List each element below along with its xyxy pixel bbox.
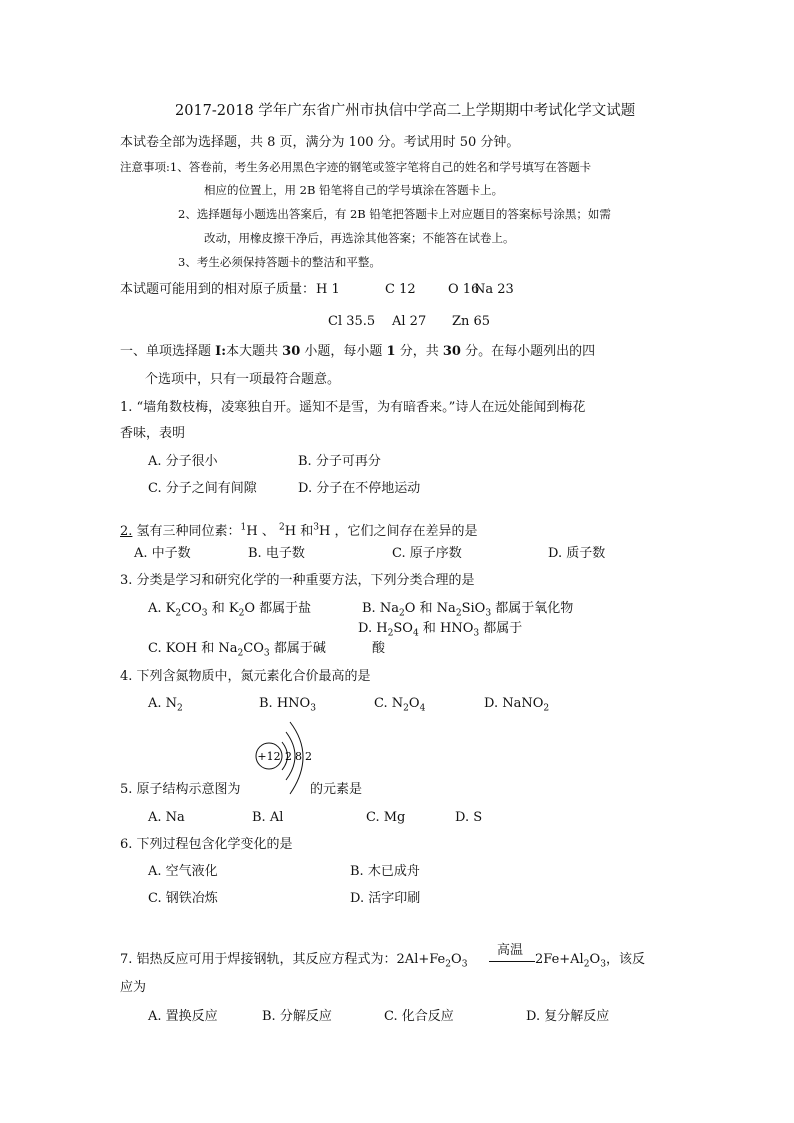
q2-stem-post: ，它们之间存在差异的是 bbox=[330, 524, 478, 539]
q2-isotope-2-mass: 2 bbox=[278, 522, 285, 533]
q3-c-text-1: C. KOH 和 Na bbox=[148, 641, 238, 656]
q5-option-a: A. Na bbox=[148, 810, 185, 825]
q3-d-text-3: 和 HNO bbox=[418, 621, 474, 636]
q1-option-d: D. 分子在不停地运动 bbox=[298, 481, 421, 496]
note-3: 3、考生必须保持答题卡的整洁和平整。 bbox=[178, 255, 381, 269]
q7-stem-line-2: 应为 bbox=[120, 980, 147, 995]
notes-line-1 bbox=[120, 162, 591, 174]
section-1-text-2: 小题，每小题 bbox=[300, 344, 387, 359]
q7-option-c: C. 化合反应 bbox=[384, 1009, 454, 1024]
q2-number: 2. bbox=[120, 524, 133, 539]
q3-option-d-line-2: 酸 bbox=[372, 641, 386, 656]
atomic-mass-al: Al 27 bbox=[392, 314, 427, 329]
atomic-mass-c: C 12 bbox=[385, 282, 416, 297]
q3-stem: 3. 分类是学习和研究化学的一种重要方法，下列分类合理的是 bbox=[120, 573, 475, 588]
q4-b-sub: 3 bbox=[310, 703, 316, 714]
q7-option-b: B. 分解反应 bbox=[262, 1009, 332, 1024]
section-1-text-3: 分，共 bbox=[395, 344, 443, 359]
q7-text-4: O bbox=[589, 952, 601, 967]
q1-stem-a: 1. “墙角数枝梅，凌寒独自开。遥知不是雪，为有暗香来。”诗人在远处能闻到梅花 bbox=[120, 400, 586, 415]
atomic-mass-o: O 16 bbox=[448, 282, 480, 297]
section-1-text-1: 本大题共 bbox=[226, 344, 283, 359]
q2-option-a: A. 中子数 bbox=[134, 546, 191, 561]
q3-a-sub-3: 2 bbox=[238, 608, 245, 619]
q4-a-sub: 2 bbox=[177, 703, 183, 714]
q3-c-sub-1: 2 bbox=[237, 648, 244, 659]
atomic-mass-na: Na 23 bbox=[474, 282, 514, 297]
q5-option-b: B. Al bbox=[252, 810, 284, 825]
atomic-mass-label: 本试题可能用到的相对原子质量： bbox=[120, 282, 316, 297]
q7-stem-pre bbox=[120, 952, 468, 970]
q4-stem: 4. 下列含氮物质中，氮元素化合价最高的是 bbox=[120, 669, 371, 684]
q3-a-text-1: A. K bbox=[148, 601, 176, 616]
q6-option-c: C. 钢铁冶炼 bbox=[148, 891, 218, 906]
q3-b-sub-2: 2 bbox=[455, 608, 462, 619]
q3-option-d bbox=[358, 621, 523, 639]
note-2b: 改动，用橡皮擦干净后，再选涂其他答案；不能答在试卷上。 bbox=[204, 231, 515, 245]
note-1a: 1、答卷前，考生务必用黑色字迹的钢笔或签字笔将自己的姓名和学号填写在答题卡 bbox=[169, 160, 592, 174]
q2-isotope-1-symbol: H bbox=[246, 524, 258, 539]
q4-d-sub: 2 bbox=[543, 703, 550, 714]
q3-a-sub-2: 3 bbox=[201, 608, 208, 619]
q7-sub-3: 2 bbox=[583, 959, 590, 970]
q4-option-c bbox=[374, 696, 426, 714]
q5-stem-post: 的元素是 bbox=[310, 782, 363, 797]
atomic-mass-h: H 1 bbox=[316, 282, 340, 297]
q2-separator-1: 、 bbox=[257, 524, 279, 539]
q4-c-text-2: O bbox=[408, 696, 420, 711]
q5-option-d: D. S bbox=[455, 810, 483, 825]
section-1-total: 30 bbox=[442, 344, 461, 359]
q2-stem bbox=[120, 522, 478, 539]
q3-option-b bbox=[362, 601, 574, 619]
q5-option-c: C. Mg bbox=[366, 810, 406, 825]
notes-label: 注意事项: bbox=[120, 160, 170, 174]
q2-option-c: C. 原子序数 bbox=[392, 546, 462, 561]
q2-stem-pre: 氢有三种同位素： bbox=[132, 524, 241, 539]
q7-option-d: D. 复分解反应 bbox=[526, 1009, 610, 1024]
q3-d-text-4: 都属于 bbox=[479, 621, 523, 636]
q6-option-b: B. 木已成舟 bbox=[350, 864, 420, 879]
q3-b-text-4: 都属于氧化物 bbox=[491, 601, 574, 616]
q3-d-sub-2: 4 bbox=[412, 628, 419, 639]
q3-a-text-4: O 都属于盐 bbox=[244, 601, 312, 616]
q4-c-text-1: C. N bbox=[374, 696, 404, 711]
q2-separator-2: 和 bbox=[296, 524, 314, 539]
shell-3-electrons: 2 bbox=[305, 750, 312, 763]
q7-sub-2: 3 bbox=[461, 959, 468, 970]
q2-isotope-1-mass: 1 bbox=[240, 522, 247, 533]
q4-option-d bbox=[484, 696, 550, 714]
q3-b-text-1: B. Na bbox=[362, 601, 399, 616]
q2-option-b: B. 电子数 bbox=[248, 546, 305, 561]
shell-1-electrons: 2 bbox=[285, 750, 292, 763]
page-title: 2017-2018 学年广东省广州市执信中学高二上学期期中考试化学文试题 bbox=[175, 103, 636, 119]
q4-option-b bbox=[259, 696, 316, 714]
q3-b-text-2: O 和 Na bbox=[404, 601, 456, 616]
q3-b-sub-1: 2 bbox=[398, 608, 405, 619]
q7-text-5: ，该反 bbox=[605, 952, 645, 967]
q3-c-sub-2: 3 bbox=[263, 648, 270, 659]
q7-text-1: 7. 铝热反应可用于焊接钢轨，其反应方程式为：2Al+Fe bbox=[120, 952, 446, 967]
q4-c-sub-2: 4 bbox=[419, 703, 426, 714]
q3-d-sub-3: 3 bbox=[473, 628, 480, 639]
note-1b: 相应的位置上，用 2B 铅笔将自己的学号填涂在答题卡上。 bbox=[204, 183, 504, 197]
q1-option-b: B. 分子可再分 bbox=[298, 454, 381, 469]
atomic-mass-zn: Zn 65 bbox=[452, 314, 491, 329]
q2-isotope-2-symbol: H bbox=[284, 524, 297, 539]
q3-a-text-2: CO bbox=[181, 601, 202, 616]
nucleus-charge: +12 bbox=[257, 750, 281, 763]
q1-option-a: A. 分子很小 bbox=[148, 454, 218, 469]
q7-reaction-arrow bbox=[489, 961, 535, 962]
q7-text-3: 2Fe+Al bbox=[535, 952, 584, 967]
section-1-prefix: 一、单项选择题 bbox=[120, 344, 216, 359]
section-1-text-4: 分。在每小题列出的四 bbox=[460, 344, 596, 359]
exam-intro: 本试卷全部为选择题，共 8 页，满分为 100 分。考试用时 50 分钟。 bbox=[120, 135, 520, 150]
q3-option-a bbox=[148, 601, 312, 619]
shell-2-electrons: 8 bbox=[295, 750, 302, 763]
q4-b-text: B. HNO bbox=[259, 696, 311, 711]
section-1-score-each: 1 bbox=[386, 344, 396, 359]
atomic-mass-cl: Cl 35.5 bbox=[328, 314, 376, 329]
note-2a: 2、选择题每小题选出答案后，有 2B 铅笔把答题卡上对应题目的答案标号涂黑；如需 bbox=[178, 207, 611, 221]
q4-a-text: A. N bbox=[148, 696, 178, 711]
q4-c-sub-1: 2 bbox=[403, 703, 409, 714]
q7-stem-post bbox=[535, 952, 645, 970]
q7-reaction-condition: 高温 bbox=[497, 943, 524, 958]
q6-option-a: A. 空气液化 bbox=[148, 864, 218, 879]
q2-option-d: D. 质子数 bbox=[548, 546, 606, 561]
q7-sub-4: 3 bbox=[600, 959, 606, 970]
section-1-line-2: 个选项中，只有一项最符合题意。 bbox=[145, 372, 341, 387]
q3-a-sub-1: 2 bbox=[175, 608, 182, 619]
q6-option-d: D. 活字印刷 bbox=[350, 891, 421, 906]
q3-d-sub-1: 2 bbox=[387, 628, 394, 639]
q1-option-c: C. 分子之间有间隙 bbox=[148, 481, 257, 496]
q3-a-text-3: 和 K bbox=[207, 601, 239, 616]
q7-option-a: A. 置换反应 bbox=[148, 1009, 218, 1024]
q2-isotope-3-symbol: H bbox=[319, 524, 331, 539]
q4-option-a bbox=[148, 696, 183, 714]
q6-stem: 6. 下列过程包含化学变化的是 bbox=[120, 837, 293, 852]
section-1-bold: I: bbox=[215, 344, 227, 359]
q3-c-text-3: 都属于碱 bbox=[269, 641, 326, 656]
q3-d-text-2: SO bbox=[393, 621, 413, 636]
q1-stem-b: 香味，表明 bbox=[120, 426, 186, 441]
q7-sub-1: 2 bbox=[445, 959, 452, 970]
q3-b-text-3: SiO bbox=[461, 601, 486, 616]
section-1-count: 30 bbox=[282, 344, 301, 359]
q3-d-text-1: D. H bbox=[358, 621, 388, 636]
q2-isotope-3-mass: 3 bbox=[313, 522, 320, 533]
q3-c-text-2: CO bbox=[243, 641, 264, 656]
q3-b-sub-3: 3 bbox=[485, 608, 492, 619]
section-1-heading bbox=[120, 345, 595, 358]
q5-stem-pre: 5. 原子结构示意图为 bbox=[120, 782, 241, 797]
q3-option-c bbox=[148, 641, 326, 659]
q7-text-2: O bbox=[451, 952, 462, 967]
q4-d-text: D. NaNO bbox=[484, 696, 544, 711]
